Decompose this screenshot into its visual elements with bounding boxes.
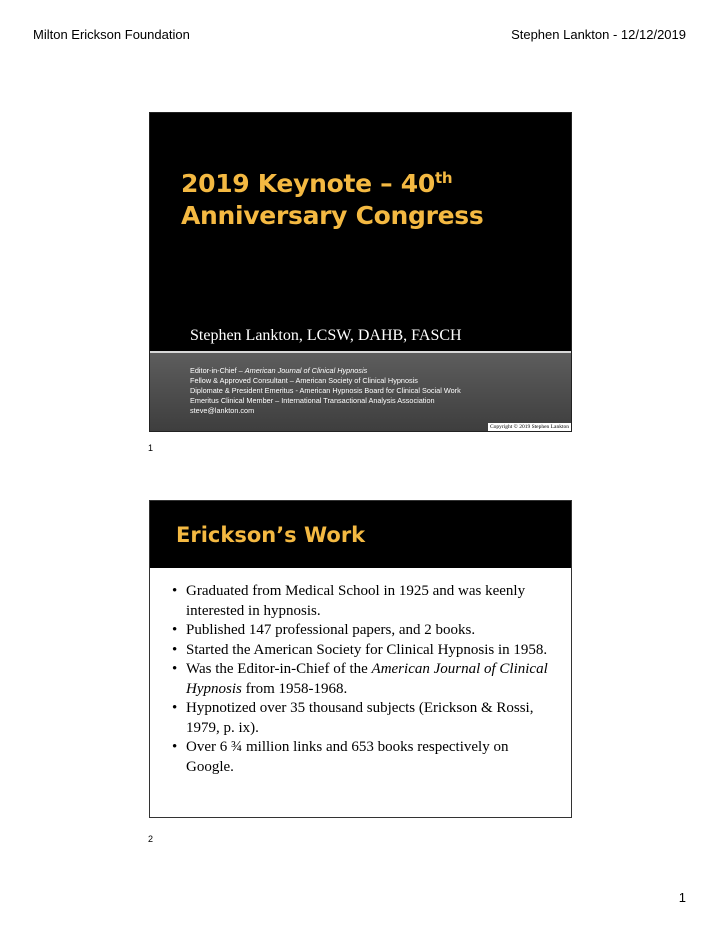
slide-2-number: 2: [148, 834, 154, 844]
slide-1-author: Stephen Lankton, LCSW, DAHB, FASCH: [190, 327, 462, 344]
page-number: 1: [678, 890, 686, 905]
list-item: • Started the American Society for Clinical Hypnosis in 1958.: [172, 641, 557, 661]
list-item: • Graduated from Medical School in 1925 and was keenly interested in hypnosis.: [172, 582, 557, 621]
list-item: • Published 147 professional papers, and 2 books.: [172, 621, 557, 641]
slide-1-title: 2019 Keynote – 40th Anniversary Congress: [181, 169, 484, 230]
slide-1-credentials: Editor-in-Chief – American Journal of Clinical Hypnosis Fellow & Approved Consultant – American Society of Clinical Hypnosis Diplomate & President Emeritus - American Hypnosis Board for Clinical Social Work Emeritus Clinical Member – International Transactional Analysis Association steve@lankton.com: [190, 366, 461, 415]
slide-2-header: [150, 501, 571, 568]
email-text: steve@lankton.com: [190, 406, 255, 415]
list-item: • Over 6 ¾ million links and 653 books respectively on Google.: [172, 738, 557, 777]
copyright-notice: Copyright © 2019 Stephen Lankton: [489, 424, 569, 430]
header-author-date: Stephen Lankton - 12/12/2019: [511, 27, 686, 42]
header-foundation: Milton Erickson Foundation: [33, 27, 190, 42]
slide-1-number: 1: [148, 443, 154, 453]
slide-2-title: Erickson’s Work: [176, 523, 366, 547]
slide-2-bullet-list: [172, 582, 557, 777]
list-item: • Was the Editor-in-Chief of the American Journal of Clinical Hypnosis from 1958-1968.: [172, 660, 557, 699]
list-item: • Hypnotized over 35 thousand subjects (Erickson & Rossi, 1979, p. ix).: [172, 699, 557, 738]
slide-1: [149, 112, 572, 432]
slide-2: [149, 500, 572, 818]
